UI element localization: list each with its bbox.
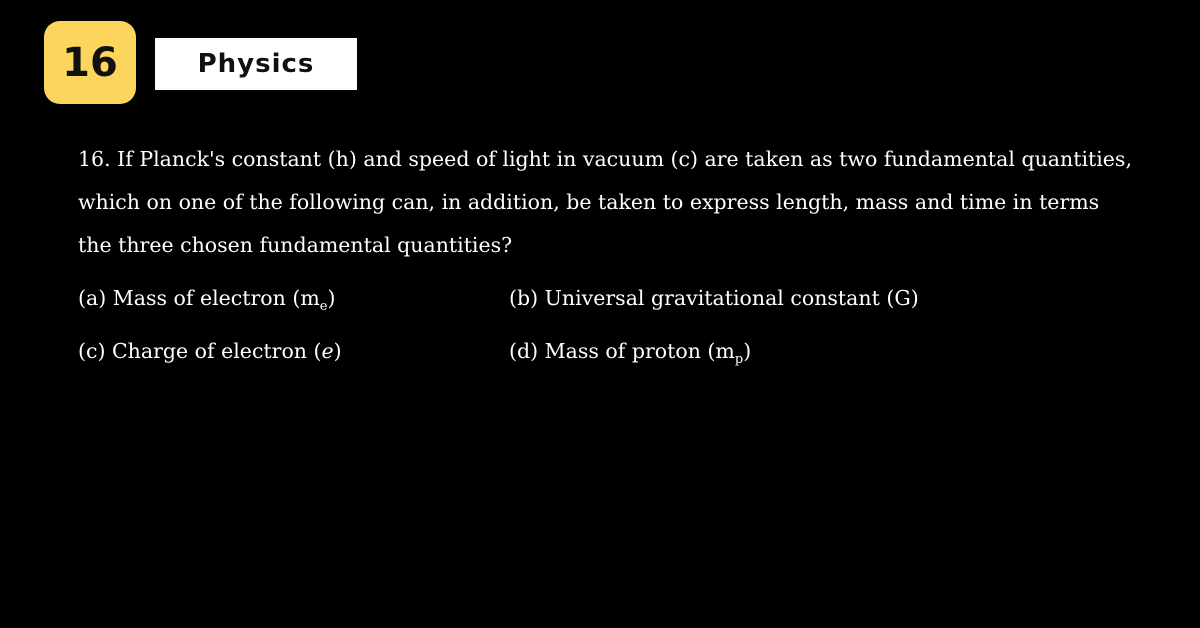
option-c — [78, 336, 342, 366]
question-text: 16. If Planck's constant (h) and speed of light in vacuum (c) are taken as two fundamental quantities, which on one of the following can, in addition, be taken to express length, mass and time in terms the three chosen fundamental quantities? — [78, 147, 1132, 257]
option-d-subscript: p — [734, 352, 744, 367]
option-b — [509, 283, 919, 313]
option-d-close: ) — [743, 339, 752, 363]
option-d-text: (d) Mass of proton (m — [509, 339, 735, 363]
subject-label: Physics — [155, 38, 357, 90]
option-c-text: (c) Charge of electron ( — [78, 339, 322, 363]
option-a-close: ) — [327, 286, 336, 310]
option-d — [509, 336, 751, 375]
option-a-subscript: e — [319, 299, 328, 314]
option-c-symbol: e — [321, 339, 334, 363]
question-number-badge: 16 — [44, 21, 136, 104]
option-c-close: ) — [333, 339, 342, 363]
option-a — [78, 283, 336, 322]
option-b-text: (b) Universal gravitational constant (G) — [509, 286, 919, 310]
option-a-text: (a) Mass of electron (m — [78, 286, 320, 310]
